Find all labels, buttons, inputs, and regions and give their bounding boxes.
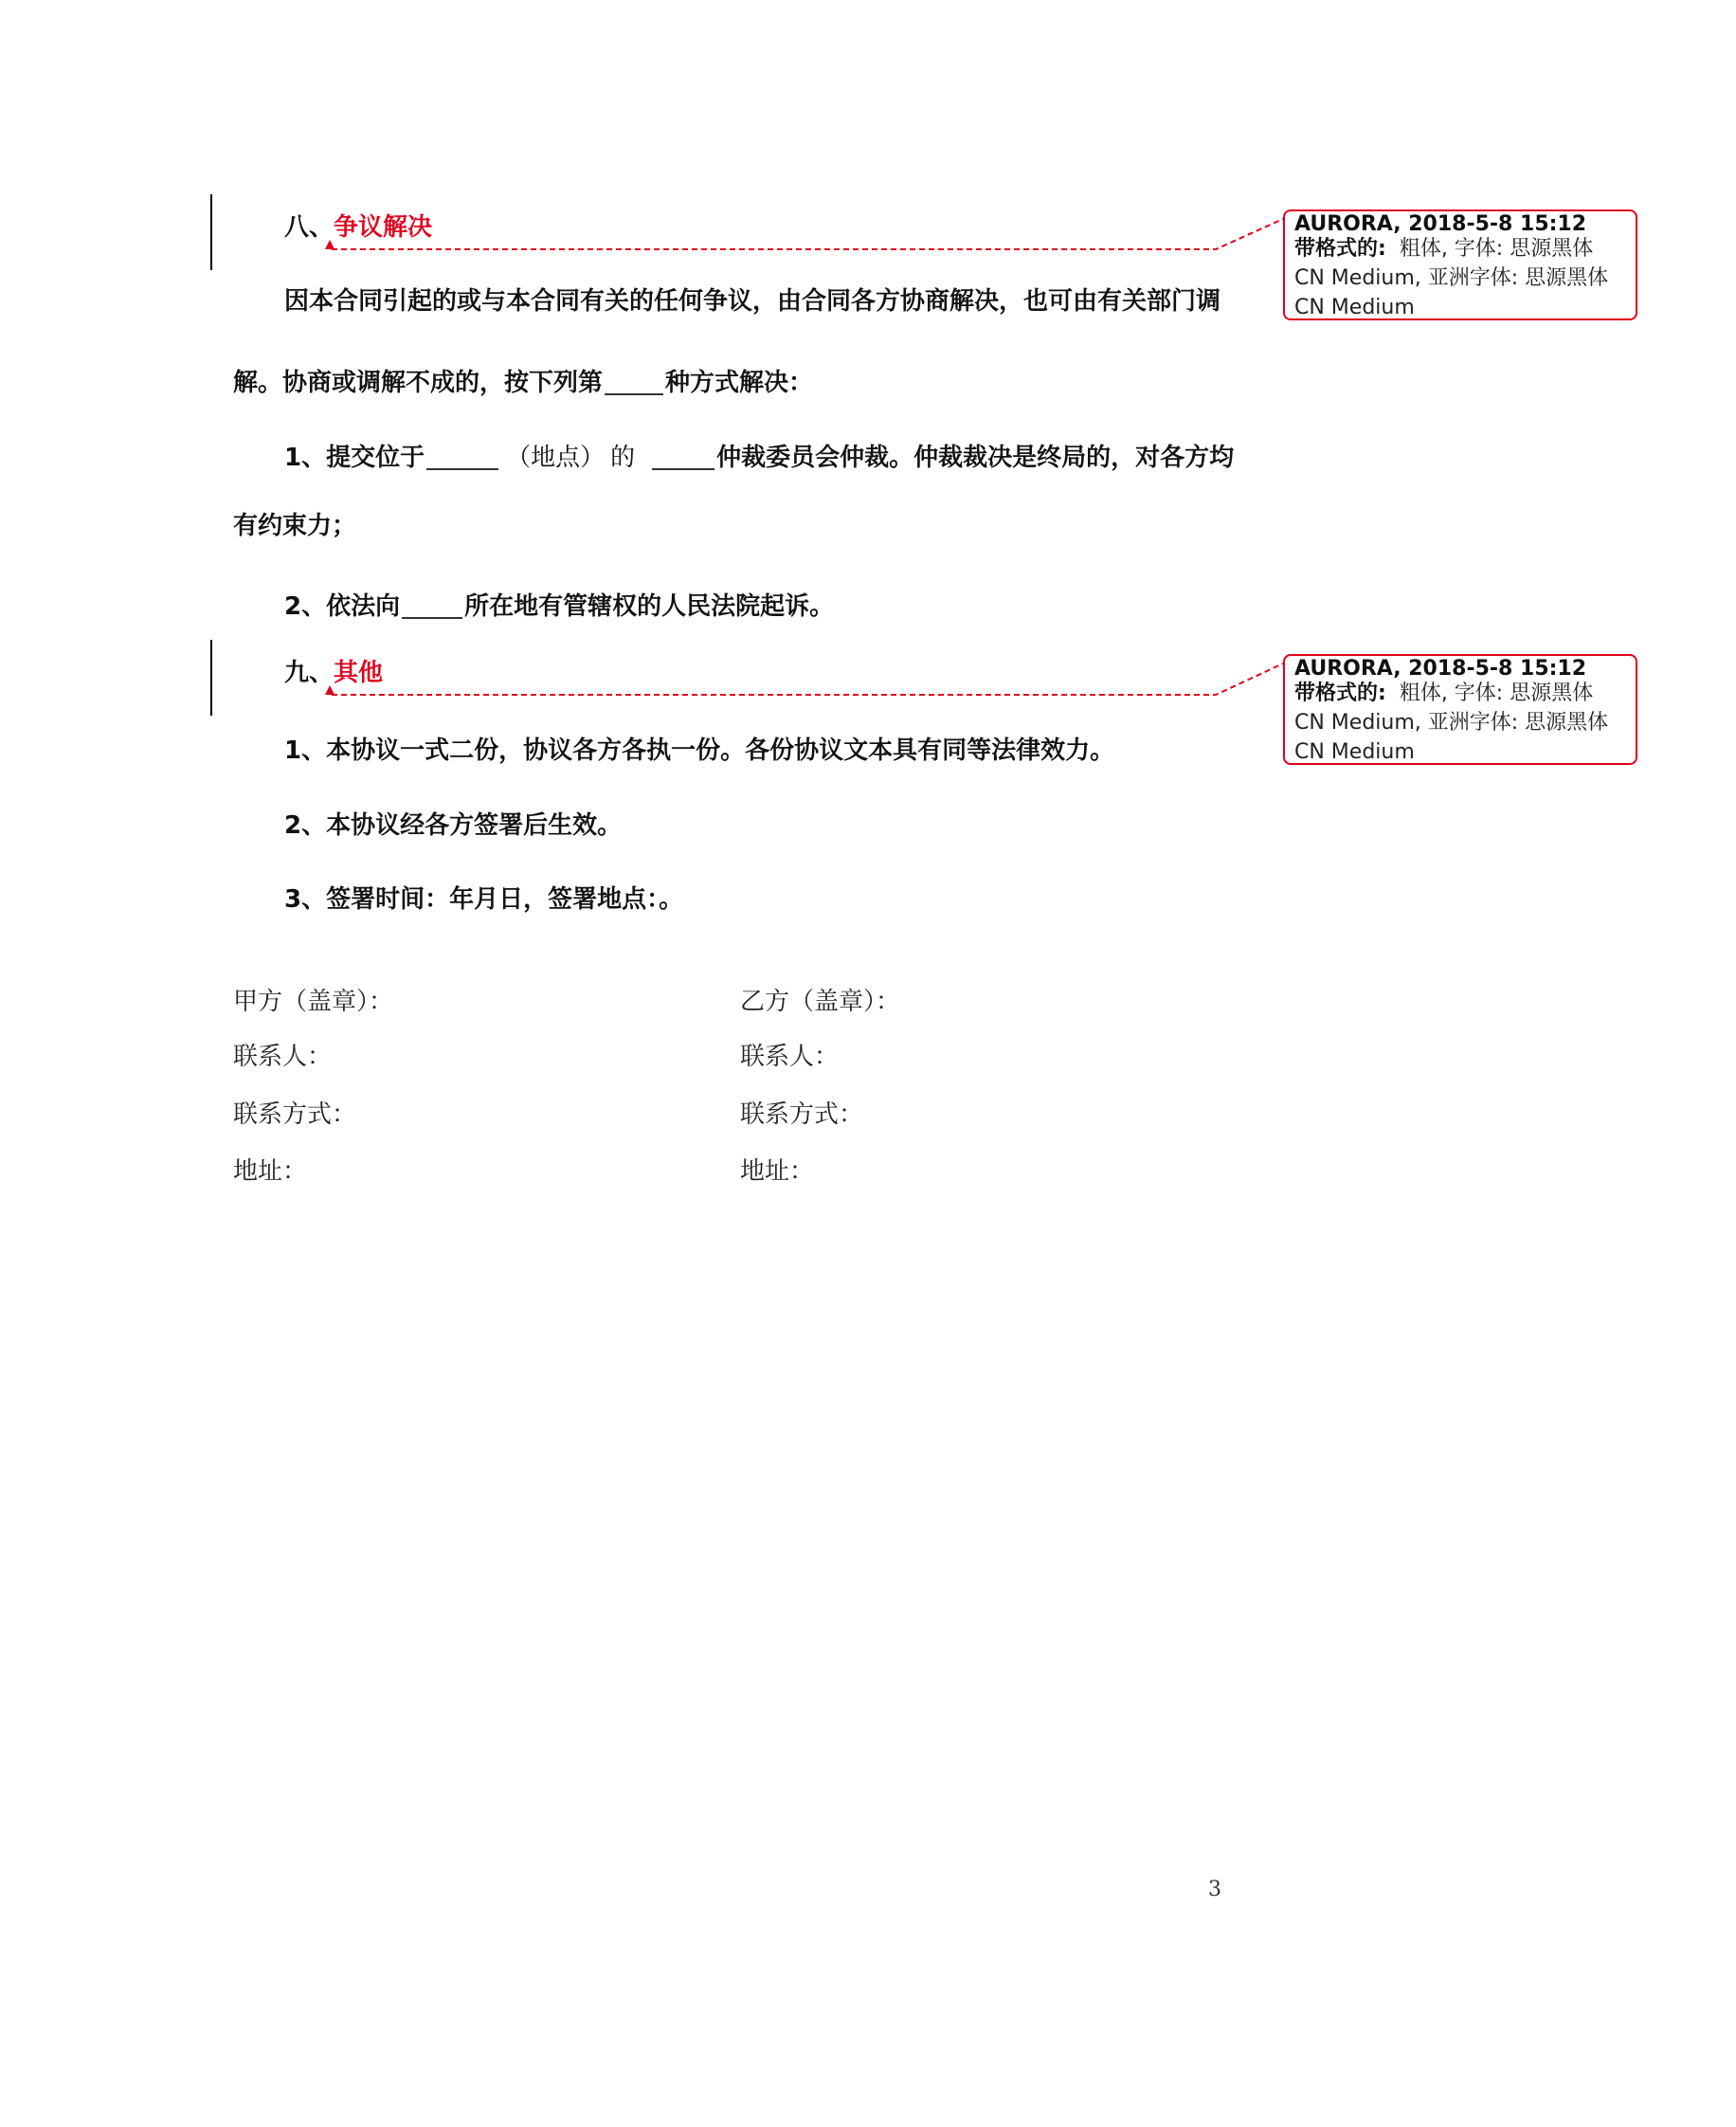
item-text: 所在地有管辖权的人民法院起诉。 [464, 592, 835, 621]
party-b-contact: 联系人： [740, 1043, 840, 1071]
section-8-para-line1: 因本合同引起的或与本合同有关的任何争议，由合同各方协商解决，也可由有关部门调 [284, 287, 1221, 316]
item-text: 仲裁委员会仲裁。仲裁裁决是终局的，对各方均 [716, 444, 1235, 472]
party-b-address: 地址： [740, 1157, 815, 1186]
comment-line-2: CN Medium, 亚洲字体: 思源黑体 [1294, 711, 1609, 735]
party-b-seal: 乙方（盖章）： [740, 988, 901, 1016]
para-text: 种方式解决： [665, 369, 814, 397]
section-8-title: 争议解决 [334, 213, 433, 242]
section-8-item-2 [284, 591, 834, 619]
blank-field[interactable] [402, 591, 462, 619]
section-9-item-3: 3、签署时间：年月日，签署地点：。 [284, 885, 684, 914]
comment-text: 粗体, 字体: 思源黑体 [1399, 237, 1594, 261]
para-text: 解。协商或调解不成的，按下列第 [233, 369, 604, 397]
comment-line-2: CN Medium, 亚洲字体: 思源黑体 [1294, 266, 1609, 290]
section-9-item-1: 1、本协议一式二份，协议各方各执一份。各份协议文本具有同等法律效力。 [284, 736, 1115, 765]
comment-label: 带格式的: [1294, 237, 1386, 261]
comment-text: 粗体, 字体: 思源黑体 [1399, 682, 1594, 705]
section-8-number: 八、 [284, 213, 335, 242]
section-8-para-line2 [233, 367, 813, 395]
comment-line-3: CN Medium [1294, 296, 1415, 319]
blank-field[interactable] [605, 367, 663, 395]
section-9-title: 其他 [334, 659, 384, 687]
item-text: 2、依法向 [284, 592, 401, 621]
party-a-contact-method: 联系方式： [233, 1100, 357, 1129]
comment-label: 带格式的: [1294, 682, 1386, 705]
party-a-contact: 联系人： [233, 1043, 333, 1071]
revision-comment-balloon[interactable] [1283, 209, 1637, 320]
item-text: （地点） [506, 444, 606, 472]
section-8-heading [284, 215, 432, 240]
blank-field[interactable] [652, 442, 714, 470]
section-8-item-1-line2: 有约束力； [233, 512, 357, 540]
party-a-seal: 甲方（盖章）： [233, 988, 394, 1016]
party-a-address: 地址： [233, 1157, 308, 1186]
item-text: 1、提交位于 [284, 444, 425, 472]
section-9-heading [284, 661, 383, 685]
party-b-contact-method: 联系方式： [740, 1100, 864, 1129]
comment-author-time: AURORA, 2018-5-8 15:12 [1294, 657, 1587, 681]
page-number: 3 [1208, 1878, 1221, 1901]
section-9-item-2: 2、本协议经各方签署后生效。 [284, 811, 623, 840]
section-9-number: 九、 [284, 659, 335, 687]
section-8-item-1 [284, 442, 1234, 470]
comment-line-3: CN Medium [1294, 740, 1415, 764]
item-text: 的 [610, 444, 636, 472]
comment-line-1 [1294, 234, 1626, 264]
blank-field[interactable] [426, 442, 498, 470]
comment-author-time: AURORA, 2018-5-8 15:12 [1294, 212, 1587, 236]
comment-line-1 [1294, 679, 1626, 708]
revision-comment-balloon[interactable] [1283, 654, 1637, 765]
